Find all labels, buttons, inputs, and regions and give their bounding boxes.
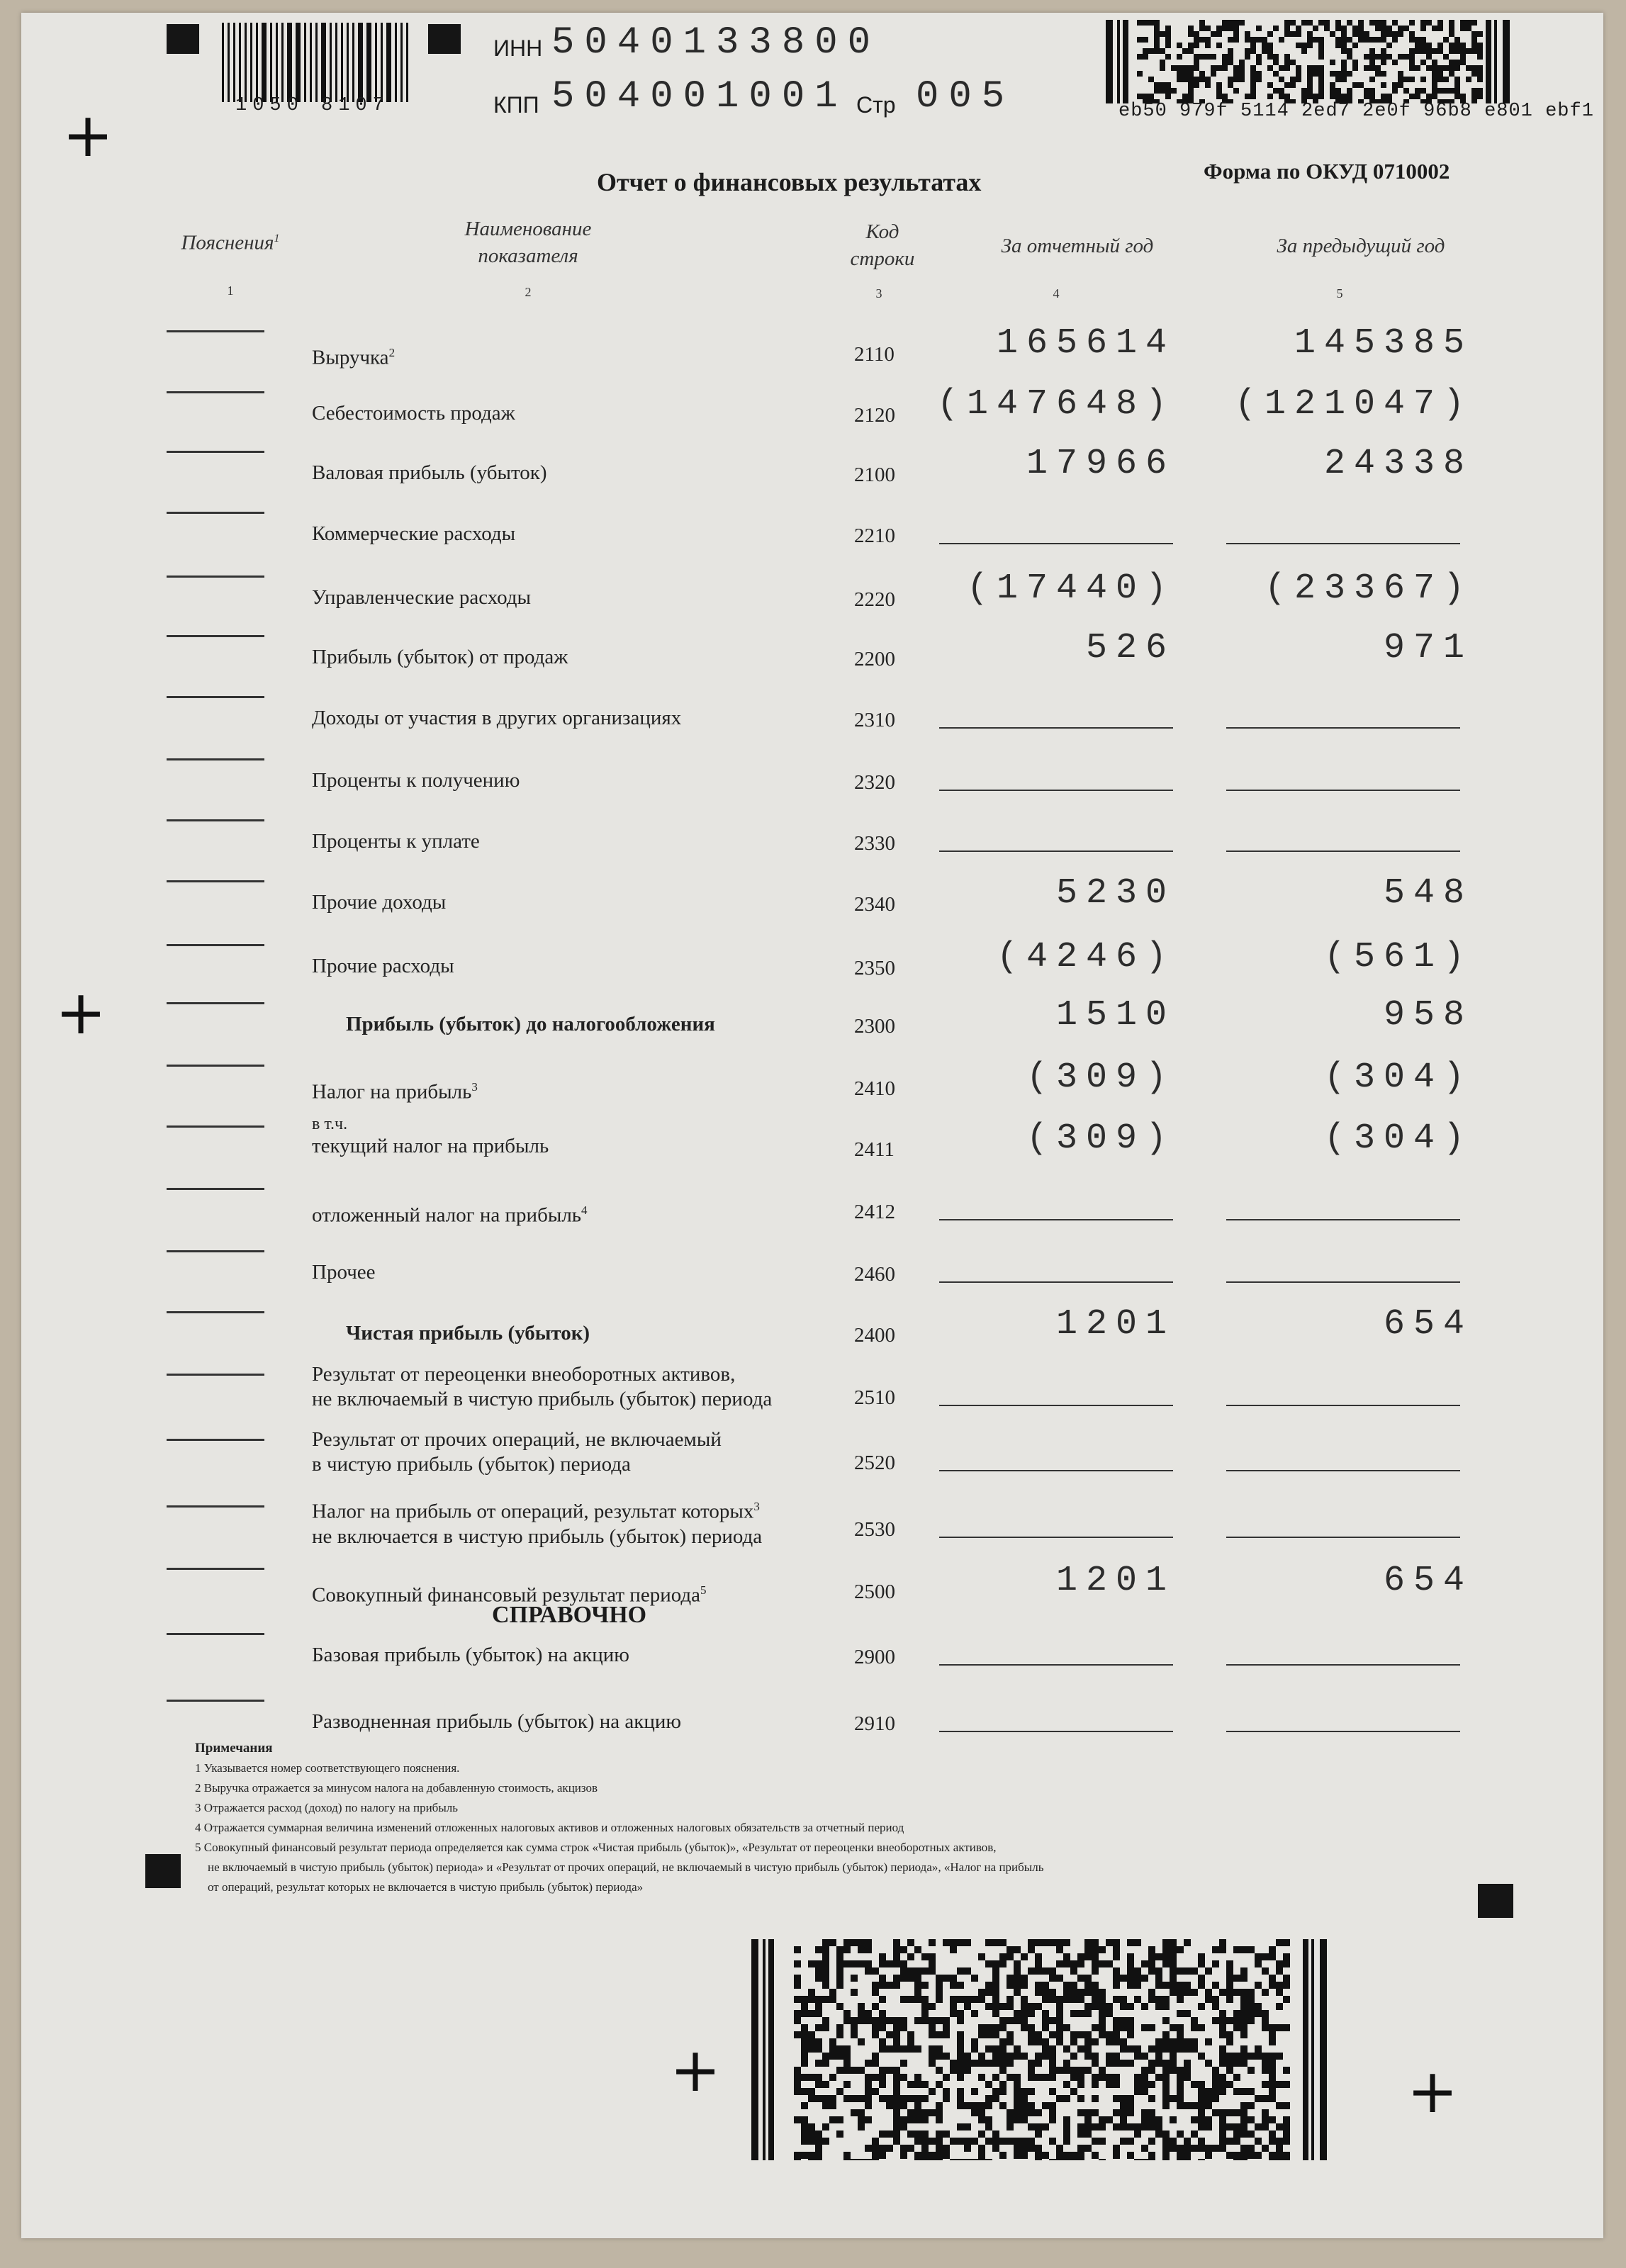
row-name	[312, 1710, 851, 1734]
blank-line-previous	[1226, 850, 1460, 852]
row-name-line: Выручка	[312, 346, 389, 369]
notes-dash	[167, 1505, 264, 1508]
row-value-current: 5230	[1055, 873, 1175, 914]
row-code: 2110	[854, 343, 895, 366]
row-value-current: 1201	[1055, 1304, 1175, 1344]
row-name-line: текущий налог на прибыль	[312, 1135, 549, 1157]
blank-line-previous	[1226, 1537, 1460, 1538]
row-value-current: 526	[1085, 628, 1175, 668]
notes-dash	[167, 696, 264, 698]
row-value-current: 17966	[1026, 444, 1175, 484]
blank-line-current	[939, 1731, 1173, 1732]
notes-dash	[167, 1250, 264, 1252]
blank-line-previous	[1226, 1281, 1460, 1283]
blank-line-current	[939, 543, 1173, 544]
blank-line-previous	[1226, 1470, 1460, 1471]
row-code: 2310	[854, 709, 895, 731]
blank-line-previous	[1226, 727, 1460, 729]
crosshair-mark: +	[62, 100, 114, 171]
row-name	[312, 461, 851, 485]
row-code: 2460	[854, 1263, 895, 1286]
row-value-previous: 654	[1383, 1304, 1473, 1344]
row-name-line: отложенный налог на прибыль	[312, 1203, 582, 1227]
notes-block	[195, 1739, 1435, 1897]
row-code: 2350	[854, 957, 895, 979]
notes-dash	[167, 576, 264, 578]
notes-dash	[167, 819, 264, 821]
row-name-line: Совокупный финансовый результат периода	[312, 1583, 701, 1607]
okud-code: Форма по ОКУД 0710002	[1204, 159, 1450, 184]
row-name-line: Чистая прибыль (убыток)	[346, 1322, 590, 1344]
col-name-label-2: показателя	[478, 245, 578, 267]
row-name-line: в чистую прибыль (убыток) периода	[312, 1453, 631, 1476]
note-line: от операций, результат которых не включается в чистую прибыль (убыток) периода»	[208, 1880, 644, 1894]
row-name-line: Себестоимость продаж	[312, 402, 515, 425]
row-name-line: Разводненная прибыль (убыток) на акцию	[312, 1710, 682, 1733]
footnote-ref: 3	[753, 1500, 760, 1513]
blank-line-previous	[1226, 1731, 1460, 1732]
row-value-previous: 971	[1383, 628, 1473, 668]
note-line: 3 Отражается расход (доход) по налогу на прибыль	[195, 1801, 458, 1814]
blank-line-previous	[1226, 543, 1460, 544]
col-code-label-1: Код	[865, 220, 899, 243]
row-name-line: Результат от переоценки внеоборотных активов,	[312, 1363, 736, 1386]
note-line: 1 Указывается номер соответствующего пояснения.	[195, 1761, 460, 1775]
notes-dash	[167, 512, 264, 514]
notes-dash	[167, 1125, 264, 1128]
row-name-line: Прибыль (убыток) от продаж	[312, 646, 568, 668]
row-name-line: Прочее	[312, 1261, 376, 1284]
row-code: 2910	[854, 1712, 895, 1735]
col-name-header	[418, 215, 638, 269]
row-value-current: 1510	[1055, 995, 1175, 1035]
row-name	[346, 1321, 885, 1346]
col-number: 4	[1053, 286, 1060, 301]
footnote-ref: 2	[388, 346, 396, 359]
notes-dash	[167, 1700, 264, 1702]
row-name	[312, 890, 851, 915]
row-name	[346, 1012, 885, 1037]
row-code: 2411	[854, 1138, 895, 1161]
blank-line-previous	[1226, 1664, 1460, 1666]
blank-line-current	[939, 1470, 1173, 1471]
col-code-header	[829, 218, 936, 272]
row-value-current: 1201	[1055, 1561, 1175, 1601]
row-name-line: Прибыль (убыток) до налогообложения	[346, 1013, 715, 1035]
notes-dash	[167, 1633, 264, 1635]
row-code: 2340	[854, 893, 895, 916]
notes-dash	[167, 1002, 264, 1004]
row-code: 2412	[854, 1201, 895, 1223]
notes-dash	[167, 1568, 264, 1570]
col-code-label-2: строки	[850, 247, 915, 270]
col-number: 5	[1336, 286, 1343, 301]
row-name-prefix: в т.ч.	[312, 1115, 348, 1133]
row-name	[312, 829, 851, 854]
notes-dash	[167, 1439, 264, 1441]
crosshair-mark: +	[55, 977, 107, 1048]
row-value-previous: 145385	[1294, 323, 1473, 364]
row-name-line: Коммерческие расходы	[312, 522, 516, 545]
row-name-line: Валовая прибыль (убыток)	[312, 461, 547, 484]
row-name	[312, 1260, 851, 1285]
row-value-previous: (561)	[1323, 937, 1473, 977]
footer-2d-barcode	[751, 1939, 1327, 2160]
row-value-previous: (23367)	[1264, 568, 1473, 609]
header-2d-barcode	[1106, 20, 1510, 103]
row-name	[312, 1643, 851, 1668]
notes-dash	[167, 944, 264, 946]
notes-dash	[167, 391, 264, 393]
corner-marker	[167, 24, 199, 54]
row-name	[312, 1494, 851, 1549]
notes-dash	[167, 880, 264, 882]
row-name	[312, 645, 851, 670]
corner-marker	[428, 24, 461, 54]
blank-line-current	[939, 727, 1173, 729]
row-code: 2220	[854, 588, 895, 611]
blank-line-previous	[1226, 1405, 1460, 1406]
row-code: 2900	[854, 1646, 895, 1668]
row-code: 2320	[854, 771, 895, 794]
inn-label: ИНН	[493, 35, 543, 61]
col-number: 3	[875, 286, 882, 301]
notes-dash	[167, 758, 264, 760]
row-code: 2210	[854, 524, 895, 547]
form-page	[21, 13, 1603, 2238]
blank-line-previous	[1226, 790, 1460, 791]
row-value-current: (309)	[1026, 1118, 1175, 1159]
row-value-current: (309)	[1026, 1057, 1175, 1098]
row-value-current: 165614	[996, 323, 1175, 364]
header-barcode	[222, 23, 412, 102]
row-value-previous: 654	[1383, 1561, 1473, 1601]
row-name-line: Налог на прибыль	[312, 1080, 472, 1104]
blank-line-current	[939, 1664, 1173, 1666]
blank-line-current	[939, 1537, 1173, 1538]
footnote-ref: 3	[471, 1080, 478, 1094]
row-name	[312, 1198, 851, 1228]
row-name-line: Прочие расходы	[312, 955, 454, 977]
note-line: 2 Выручка отражается за минусом налога на добавленную стоимость, акцизов	[195, 1781, 598, 1795]
row-name	[312, 1427, 851, 1477]
row-code: 2120	[854, 404, 895, 427]
blank-line-current	[939, 1219, 1173, 1220]
blank-line-current	[939, 1281, 1173, 1283]
row-name	[312, 585, 851, 610]
row-name	[312, 1114, 851, 1159]
kpp-value: 504001001	[551, 75, 848, 118]
footnote-ref: 5	[700, 1583, 707, 1597]
row-name-line: Базовая прибыль (убыток) на акцию	[312, 1644, 629, 1666]
note-line: не включаемый в чистую прибыль (убыток) периода» и «Результат от прочих операций, не включаемый в чистую прибыль (убыток) периода», «Налог на прибыль	[208, 1860, 1044, 1874]
notes-dash	[167, 635, 264, 637]
row-code: 2330	[854, 832, 895, 855]
notes-dash	[167, 1311, 264, 1313]
row-name-line: не включается в чистую прибыль (убыток) периода	[312, 1525, 763, 1548]
row-value-current: (4246)	[996, 937, 1175, 977]
page-label: Стр	[856, 92, 896, 118]
row-value-current: (17440)	[966, 568, 1175, 609]
row-code: 2520	[854, 1452, 895, 1474]
col-notes-header	[167, 225, 294, 257]
blank-line-current	[939, 1405, 1173, 1406]
note-line: 4 Отражается суммарная величина изменений отложенных налоговых активов и отложенных налоговых обязательств за отчетный период	[195, 1821, 904, 1834]
row-code: 2400	[854, 1324, 895, 1347]
row-value-previous: 24338	[1323, 444, 1473, 484]
footnote-ref: 4	[581, 1203, 588, 1217]
row-name	[312, 522, 851, 546]
row-name	[312, 340, 851, 371]
reference-heading: СПРАВОЧНО	[492, 1602, 647, 1628]
row-name-line: Налог на прибыль от операций, результат которых	[312, 1500, 754, 1523]
row-name	[312, 401, 851, 426]
row-value-previous: (304)	[1323, 1118, 1473, 1159]
kpp-label: КПП	[493, 92, 539, 118]
notes-dash	[167, 330, 264, 332]
inn-value: 5040133800	[551, 21, 881, 64]
row-code: 2510	[854, 1386, 895, 1409]
row-value-current: (147648)	[936, 384, 1175, 425]
col-notes-label: Пояснения	[181, 231, 274, 254]
note-line: 5 Совокупный финансовый результат периода определяется как сумма строк «Чистая прибыль (убыток)», «Результат от переоценки внеоборотных активов,	[195, 1841, 997, 1854]
row-code: 2530	[854, 1518, 895, 1541]
row-name-line: Доходы от участия в других организациях	[312, 707, 682, 729]
row-name-line: Управленческие расходы	[312, 586, 531, 609]
row-code: 2410	[854, 1077, 895, 1100]
notes-title: Примечания	[195, 1741, 273, 1756]
blank-line-previous	[1226, 1219, 1460, 1220]
row-code: 2300	[854, 1015, 895, 1038]
row-name-line: Проценты к получению	[312, 769, 520, 792]
corner-marker	[145, 1854, 181, 1888]
row-name	[312, 1362, 851, 1412]
barcode-hash: eb50 979f 5114 2ed7 2e0f 96b8 e801 ebf1	[1118, 101, 1594, 122]
notes-dash	[167, 1374, 264, 1376]
row-code: 2500	[854, 1581, 895, 1603]
row-code: 2100	[854, 464, 895, 486]
row-name	[312, 706, 851, 731]
row-value-previous: 548	[1383, 873, 1473, 914]
blank-line-current	[939, 790, 1173, 791]
notes-dash	[167, 1065, 264, 1067]
col-previous-header: За предыдущий год	[1277, 235, 1445, 257]
crosshair-mark: +	[670, 2035, 722, 2106]
col-number: 1	[227, 284, 234, 298]
crosshair-mark: +	[1407, 2056, 1459, 2127]
notes-dash	[167, 451, 264, 453]
row-name	[312, 954, 851, 979]
col-name-label-1: Наименование	[464, 218, 592, 240]
row-code: 2200	[854, 648, 895, 670]
row-value-previous: (304)	[1323, 1057, 1473, 1098]
corner-marker	[1478, 1884, 1513, 1918]
notes-dash	[167, 1188, 264, 1190]
row-value-previous: 958	[1383, 995, 1473, 1035]
col-number: 2	[525, 285, 532, 299]
row-name-line: не включаемый в чистую прибыль (убыток) периода	[312, 1388, 773, 1410]
row-name-line: Проценты к уплате	[312, 830, 480, 853]
footnote-ref: 1	[274, 232, 280, 245]
page-number: 005	[916, 75, 1015, 118]
row-value-previous: (121047)	[1234, 384, 1473, 425]
form-title: Отчет о финансовых результатах	[597, 168, 982, 196]
row-name-line: Результат от прочих операций, не включаемый	[312, 1428, 722, 1451]
row-name	[312, 768, 851, 793]
blank-line-current	[939, 850, 1173, 852]
barcode-number: 1050 8107	[235, 95, 390, 116]
col-current-header: За отчетный год	[1001, 235, 1154, 257]
row-name-line: Прочие доходы	[312, 891, 447, 914]
row-name	[312, 1074, 851, 1105]
